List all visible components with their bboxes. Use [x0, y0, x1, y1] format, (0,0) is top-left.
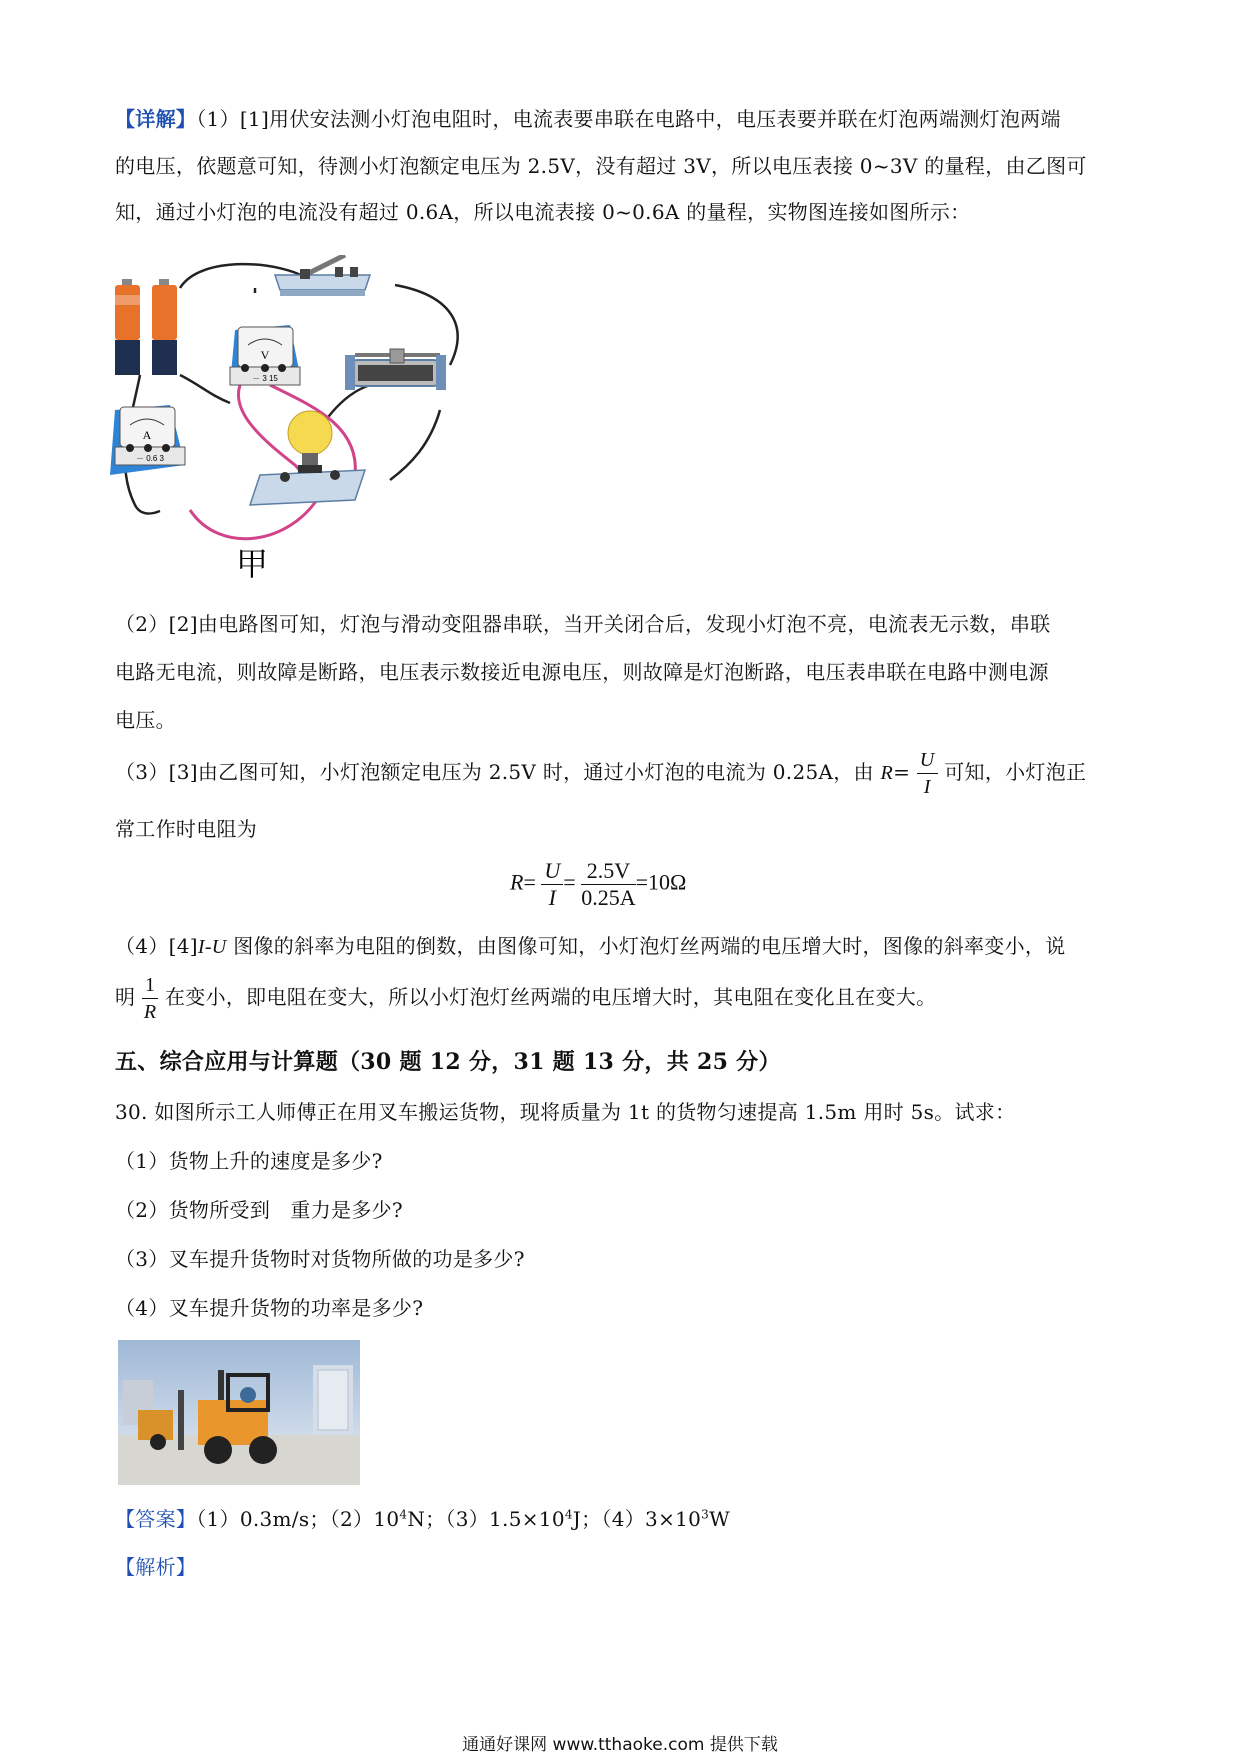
wire: [180, 375, 230, 403]
detail-line-5: 电路无电流，则故障是断路，电压表示数接近电源电压，则故障是灯泡断路，电压表串联在电路中测电源: [115, 660, 1049, 684]
switch-icon: [275, 255, 370, 296]
ammeter-label: A: [142, 428, 152, 442]
battery-icon: [152, 279, 177, 375]
resistance-equation: R= $\frac{U}{I}$ = $\frac{2.5V}{0.25A}$ =10Ω: [510, 858, 687, 910]
detail-line-8: 常工作时电阻为: [115, 817, 258, 841]
detail-line-4: （2）[2]由电路图可知，灯泡与滑动变阻器串联，当开关闭合后，发现小灯泡不亮，电流表无示数，串联: [115, 612, 1051, 636]
detail-tag: 【详解】: [115, 107, 197, 131]
section-heading: 五、综合应用与计算题（30 题 12 分，31 题 13 分，共 25 分）: [115, 1049, 781, 1075]
detail-line-3: 知，通过小灯泡的电流没有超过 0.6A，所以电流表接 0~0.6A 的量程，实物图连接如图所示：: [115, 200, 971, 224]
question-1: （1）货物上升的速度是多少?: [115, 1149, 383, 1173]
analysis-tag: 【解析】: [115, 1555, 197, 1579]
question-stem: 30. 如图所示工人师傅正在用叉车搬运货物，现将质量为 1t 的货物匀速提高 1.5m 用时 5s。试求：: [115, 1100, 1016, 1124]
battery-icon: [115, 279, 140, 375]
circuit-figure: [110, 255, 530, 585]
lamp-icon: [250, 411, 365, 505]
question-4: （4）叉车提升货物的功率是多少?: [115, 1296, 424, 1320]
detail-line-10: 明 $\frac{1}{R}$ 在变小，即电阻在变大，所以小灯泡灯丝两端的电压增大时，其电阻在变化且在变大。: [115, 974, 937, 1023]
wire: [390, 410, 440, 480]
formula-u-over-i: $\frac{U}{I}$: [917, 747, 938, 800]
formula-one-over-r: $\frac{1}{R}$: [143, 974, 157, 1023]
ammeter-icon: [110, 405, 185, 475]
voltmeter-scale: － 3 15: [252, 374, 278, 383]
page-footer: 通通好课网 www.tthaoke.com 提供下载: [462, 1735, 778, 1755]
detail-line-1: 【详解】（1）[1]用伏安法测小灯泡电阻时，电流表要串联在电路中，电压表要并联在灯泡两端测灯泡两端: [115, 107, 1061, 131]
detail-line-2: 的电压，依题意可知，待测小灯泡额定电压为 2.5V，没有超过 3V，所以电压表接 0~3V 的量程，由乙图可: [115, 154, 1087, 178]
rheostat-icon: [345, 349, 446, 390]
forklift-photo: [118, 1340, 360, 1485]
detail-line-9: （4）[4]I-U 图像的斜率为电阻的倒数，由图像可知，小灯泡灯丝两端的电压增大时，图像的斜率变小，说: [115, 934, 1066, 958]
ammeter-scale: － 0.6 3: [135, 454, 165, 463]
question-2: （2）货物所受到 重力是多少?: [115, 1198, 403, 1222]
detail-line-6: 电压。: [115, 708, 176, 732]
voltmeter-icon: [230, 325, 300, 385]
answer-tag: 【答案】: [115, 1507, 197, 1531]
voltmeter-label: V: [260, 348, 270, 362]
figure-caption: 甲: [235, 545, 269, 583]
question-3: （3）叉车提升货物时对货物所做的功是多少?: [115, 1247, 525, 1271]
answer-line: 【答案】（1）0.3m/s；$(2)10^4N$；$(3)1.5\times 10^4J$；$(4)3\times 10^3W$: [115, 1507, 730, 1531]
detail-line-7: （3）[3]由乙图可知，小灯泡额定电压为 2.5V 时，通过小灯泡的电流为 0.25A，由 R= $\frac{U}{I}$ 可知，小灯泡正: [115, 749, 1087, 798]
